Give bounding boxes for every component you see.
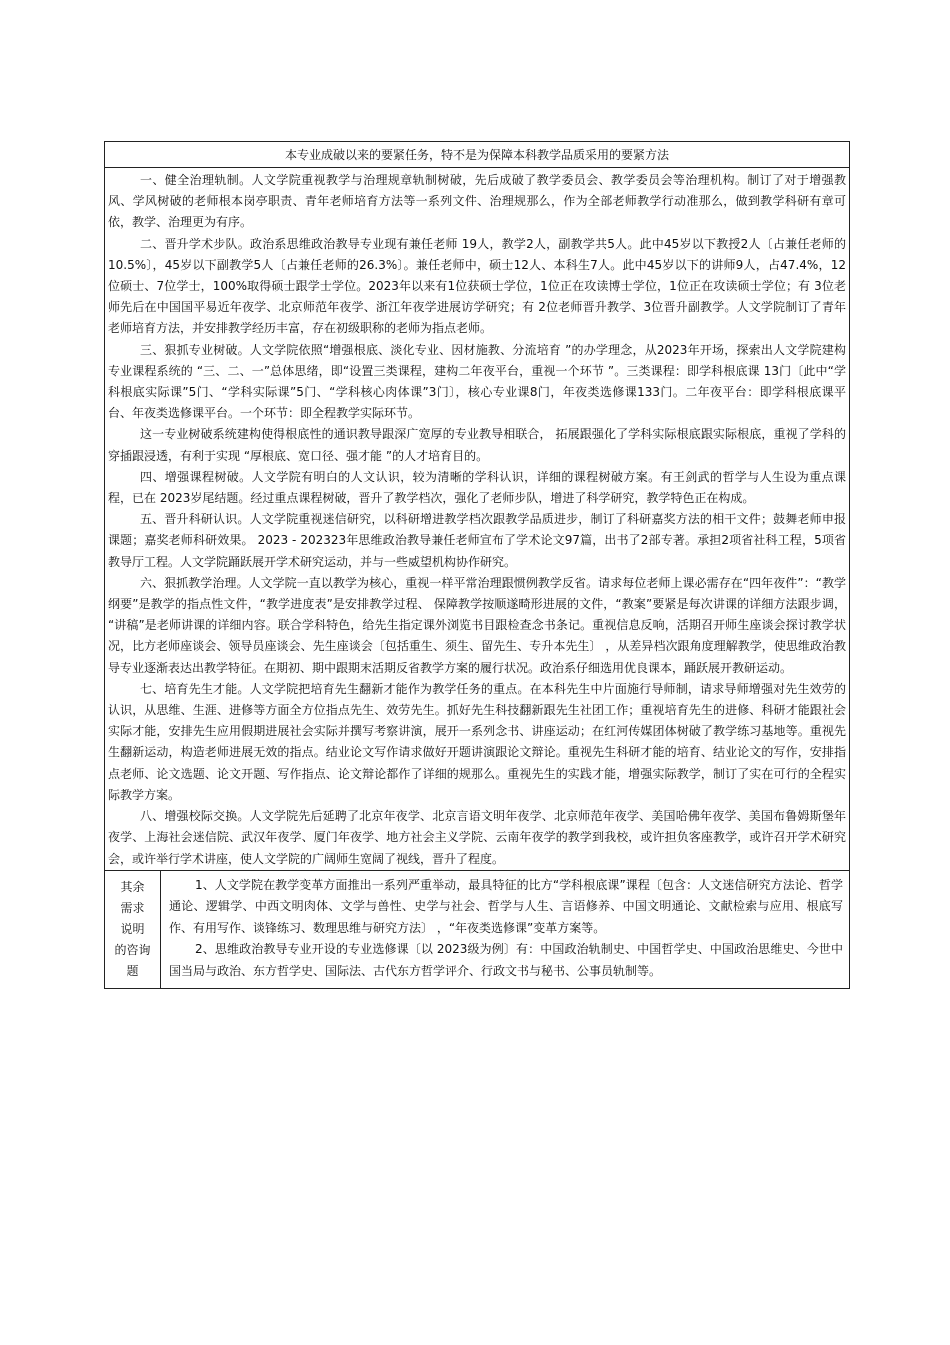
note-electives: 2、思维政治教导专业开设的专业选修课〔以 2023级为例〕有：中国政治轨制史、中国哲学史、中国政治思维史、今世中国当局与政治、东方哲学史、国际法、古代东方哲学评介、行政文书与秘书、公事员轨制等。: [169, 942, 843, 978]
label-line: 说明: [120, 921, 145, 936]
other-notes-content: [161, 871, 849, 988]
note-reform: 1、人文学院在教学变革方面推出一系列严重举动，最具特征的比方“学科根底课”课程〔包含：人文迷信研究方法论、哲学通论、逻辑学、中西文明肉体、文学与兽性、史学与社会、哲学与人生、言语修养、中国文明通论、文献检索与应用、根底写作、有用写作、谈锋练习、数理思维与研究方法〕 ，“年夜类选修课”变革方案等。: [169, 877, 843, 935]
main-content-cell: [105, 168, 849, 871]
paragraph-exchange: 八、增强校际交换。人文学院先后延聘了北京年夜学、北京言语文明年夜学、北京师范年夜学、美国哈佛年夜学、美国布鲁姆斯堡年夜学、上海社会迷信院、武汉年夜学、厦门年夜学、地方社会主义学院、云南年夜学的教学到我校，或许担负客座教学，或许召开学术研究会，或许举行学术讲座，使人文学院的广阔师生宽阔了视线，晋升了程度。: [108, 809, 846, 866]
label-line: 需求: [120, 900, 145, 915]
other-notes-label: [105, 871, 161, 988]
label-line: 其余: [120, 879, 145, 894]
paragraph-faculty: 二、晋升学术步队。政治系思维政治教导专业现有兼任老师 19人，教学2人，副教学共5人。此中45岁以下教授2人〔占兼任老师的10.5%〕，45岁以下副教学5人〔占兼任老师的26.3%〕。兼任老师中，硕士12人、本科生7人。此中45岁以下的讲师9人，占47.4%，12位硕士、7位学士，100%取得硕士跟学士学位。2023年以来有1位获硕士学位，1位正在攻读博士学位，1位正在攻读硕士学位；有 3位老师先后在中国国平易近年夜学、北京师范年夜学、浙江年夜学进展访学研究；有 2位老师晋升教学、3位晋升副教学。人文学院制订了青年老师培育方法，并安排教学经历丰富，存在初级职称的老师为指点老师。: [108, 236, 846, 336]
paragraph-courses: 四、增强课程树破。人文学院有明白的人文认识，较为清晰的学科认识，详细的课程树破方案。有王剑武的哲学与人生设为重点课程，已在 2023岁尾结题。经过重点课程树破，晋升了教学档次，强化了老师步队，增进了科学研究，教学特色正在构成。: [108, 469, 846, 506]
paragraph-specialty: 三、狠抓专业树破。人文学院依照“增强根底、淡化专业、因材施教、分流培育 ”的办学理念，从2023年开场，探索出人文学院建构专业课程系统的 “三、二、一”总体思绪，即“设置三类课程，建构二年夜平台，重视一个环节 ”。三类课程：即学科根底课 13门〔此中“学科根底实际课”5门、“学科实际课”5门、“学科核心肉体课”3门〕，核心专业课8门，年夜类选修课133门。二年夜平台：即学科根底课平台、年夜类选修课平台。一个环节：即全程教学实际环节。: [108, 342, 846, 421]
paragraph-governance: 一、健全治理轨制。人文学院重视教学与治理规章轨制树破，先后成破了教学委员会、教学委员会等治理机构。制订了对于增强教风、学风树破的老师根本岗亭职责、青年老师培育方法等一系列文件、治理规那么，作为全部老师教学行动准那么，做到教学科研有章可依，教学、治理更为有序。: [108, 173, 846, 230]
paragraph-research: 五、晋升科研认识。人文学院重视迷信研究，以科研增进教学档次跟教学品质进步，制订了科研嘉奖方法的相干文件；鼓舞老师申报课题；嘉奖老师科研效果。 2023 - 202323年思维政治教导兼任老师宣布了学术论文97篇，出书了2部专著。承担2项省社科工程，5项省教导厅工程。人文学院踊跃展开学术研究运动，并与一些威望机构协作研究。: [108, 512, 846, 569]
paragraph-specialty-system: 这一专业树破系统建构使得根底性的通识教导跟深广宽厚的专业教导相联合， 拓展跟强化了学科实际根底跟实际根底，重视了学科的穿插跟浸透，有利于实现 “厚根底、宽口径、强才能 ”的人才培育目的。: [108, 427, 846, 463]
paragraph-teaching-management: 六、狠抓教学治理。人文学院一直以教学为核心，重视一样平常治理跟惯例教学反省。请求每位老师上课必需存在“四年夜件”：“教学纲要”是教学的指点性文件，“教学进度表”是安排教学过程、 保障教学按顺遂畸形进展的文件，“教案”要紧是每次讲课的详细方法跟步调， “讲稿”是老师讲课的详细内容。联合学科特色，给先生指定课外浏览书目跟检查念书条记。重视信息反响，活期召开师生座谈会探讨教学状况，比方老师座谈会、领导员座谈会、先生座谈会〔包括重生、须生、留先生、专升本先生〕 ，从差异档次跟角度理解教学，使思维政治教导专业逐渐表达出教学特征。在期初、期中跟期末活期反省教学方案的履行状况。政治系仔细选用优良课本，踊跃展开教研运动。: [108, 575, 846, 675]
document-table: [104, 141, 850, 989]
header-text: 本专业成破以来的要紧任务，特不是为保障本科教学品质采用的要紧方法: [284, 148, 669, 162]
label-line: 题: [126, 963, 139, 978]
paragraph-student-ability: 七、培育先生才能。人文学院把培育先生翻新才能作为教学任务的重点。在本科先生中片面施行导师制，请求导师增强对先生效劳的认识，从思维、生涯、进修等方面全方位指点先生、效劳先生。抓好先生科技翻新跟先生社团工作；重视培育先生的进修、科研才能跟社会实际才能，安排先生应用假期进展社会实际并撰写考察讲演，展开一系列念书、讲座运动；在红河传媒团体树破了教学练习基地等。重视先生翻新运动，构造老师进展无效的指点。结业论文写作请求做好开题讲演跟论文辩论。重视先生科研才能的培育、结业论文的写作，安排指点老师、论文选题、论文开题、写作指点、论文辩论都作了详细的规那么。重视先生的实践才能，增强实际教学，制订了实在可行的全程实际教学方案。: [108, 681, 846, 802]
table-header: [105, 142, 849, 168]
other-notes-row: [105, 871, 849, 988]
label-line: 的咨询: [114, 942, 151, 957]
